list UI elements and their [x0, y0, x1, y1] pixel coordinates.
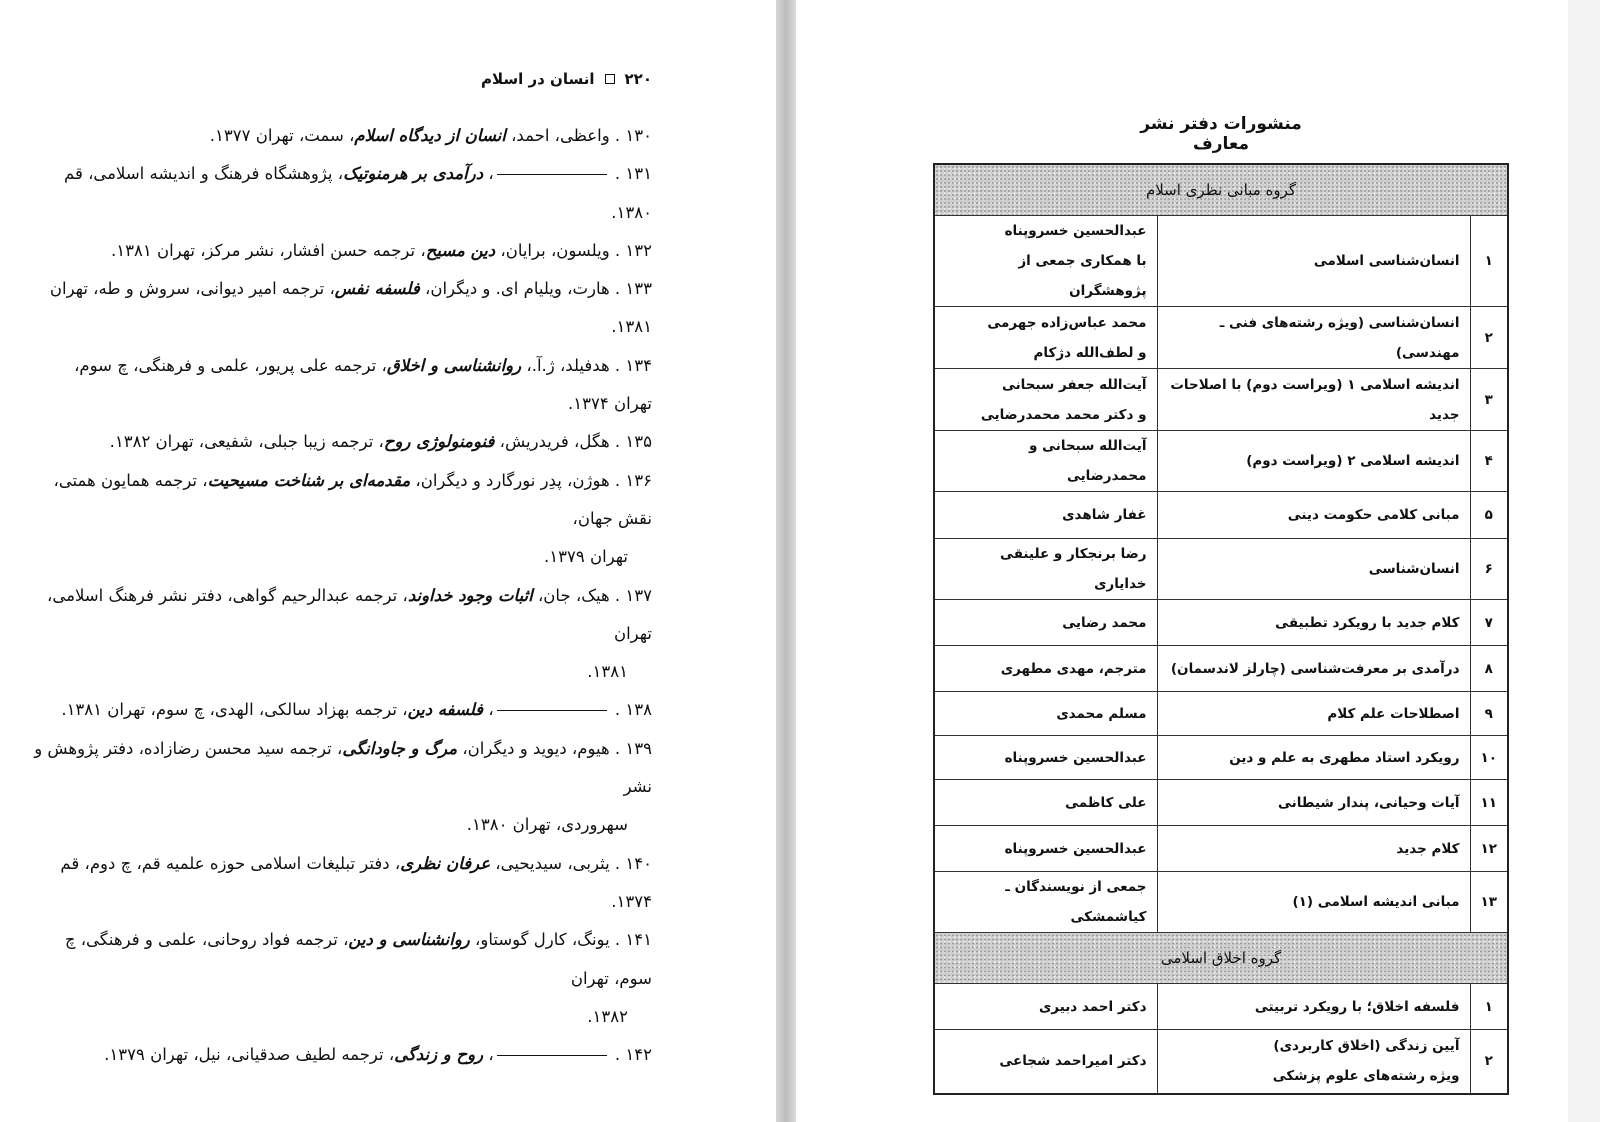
reference-title: عرفان نظری	[400, 853, 491, 873]
author-line: غفار شاهدی	[1062, 507, 1147, 523]
row-number: ۱۲	[1470, 826, 1508, 872]
book-author	[934, 600, 1157, 646]
book-title	[1157, 646, 1470, 692]
reference-text: ، ترجمه عبدالرحیم گواهی، دفتر نشر فرهنگ اسلامی، تهران	[47, 585, 652, 643]
book-title	[1157, 307, 1470, 369]
author-line: عبدالحسین خسروپناه	[1004, 749, 1147, 766]
author-line: جمعی از نویسندگان ـ کیاشمشکی	[1005, 879, 1147, 925]
reference-text: ۱۴۱ . یونگ، کارل گوستاو،	[469, 930, 652, 950]
row-number: ۶	[1470, 539, 1508, 600]
group-header: گروه مبانی نظری اسلام	[934, 164, 1508, 216]
book-title	[1157, 984, 1470, 1030]
ditto-dash	[497, 710, 607, 711]
author-line: محمد عباس‌زاده جهرمی	[987, 314, 1147, 331]
reference-text: ، ترجمه لطیف صدقیانی، نیل، تهران ۱۳۷۹.	[104, 1045, 395, 1065]
group-header: گروه اخلاق اسلامی	[934, 933, 1508, 984]
reference-text: ، ترجمه همایون همتی، نقش جهان،	[53, 470, 652, 528]
book-title	[1157, 1030, 1470, 1094]
reference-entry	[32, 1036, 652, 1074]
author-line: مسلم محمدی	[1056, 705, 1147, 722]
reference-text: ۱۴۲ .	[609, 1045, 652, 1065]
reference-text: ، پژوهشگاه فرهنگ و اندیشه اسلامی، قم ۱۳۸۰.	[63, 164, 652, 222]
reference-text: ۱۳۹ . هیوم، دیوید و دیگران،	[457, 738, 652, 758]
running-head	[481, 70, 652, 88]
reference-entry	[32, 845, 652, 922]
book-title	[1157, 736, 1470, 780]
author-line: عبدالحسین خسروپناه	[1004, 223, 1147, 239]
row-number: ۵	[1470, 492, 1508, 539]
book-author	[934, 492, 1157, 539]
table-row	[934, 307, 1508, 369]
book-title-line: فلسفه اخلاق؛ با رویکرد تربیتی	[1254, 998, 1460, 1015]
author-line: آیت‌الله جعفر سبحانی	[1001, 376, 1147, 393]
book-author	[934, 216, 1157, 307]
reference-entry	[32, 730, 652, 807]
book-author	[934, 692, 1157, 736]
page-edge	[1568, 0, 1600, 1122]
book-title-line: آیین زندگی (اخلاق کاربردی)	[1273, 1038, 1460, 1055]
book-title	[1157, 539, 1470, 600]
book-gutter	[776, 0, 796, 1122]
book-author	[934, 984, 1157, 1030]
author-line: رضا برنجکار و علینقی خدایاری	[1000, 546, 1147, 592]
book-title	[1157, 431, 1470, 492]
running-head-title: انسان در اسلام	[481, 70, 595, 88]
book-title-line: مبانی کلامی حکومت دینی	[1287, 507, 1460, 523]
reference-text: ، ترجمه بهزاد سالکی، الهدی، چ سوم، تهران ۱۳۸۱.	[61, 700, 408, 720]
group-header-row	[934, 164, 1508, 216]
reference-entry	[32, 691, 652, 729]
reference-text: ۱۳۶ . هوژن، پدِر نورگارد و دیگران،	[410, 470, 652, 490]
author-line: و دکتر محمد محمدرضایی	[980, 406, 1147, 423]
table-row	[934, 539, 1508, 600]
group-header-row	[934, 933, 1508, 984]
reference-list	[32, 117, 652, 1074]
row-number: ۴	[1470, 431, 1508, 492]
reference-title: روح و زندگی	[394, 1045, 484, 1065]
reference-text: ، ترجمه سید محسن رضازاده، دفتر پژوهش و نشر	[34, 738, 652, 797]
reference-entry	[32, 155, 652, 232]
author-line: دکتر احمد دبیری	[1038, 998, 1147, 1015]
book-title-line: انسان‌شناسی اسلامی	[1313, 253, 1460, 269]
table-row	[934, 984, 1508, 1030]
row-number: ۷	[1470, 600, 1508, 646]
book-title	[1157, 369, 1470, 431]
reference-title: مقدمه‌ای بر شناخت مسیحیت	[207, 470, 411, 490]
book-title	[1157, 826, 1470, 872]
reference-entry	[32, 921, 652, 998]
book-title-line: کلام جدید	[1396, 840, 1460, 857]
reference-continuation: ۱۳۸۱.	[587, 662, 628, 682]
row-number: ۱۳	[1470, 872, 1508, 933]
reference-text: ، ترجمه حسن افشار، نشر مرکز، تهران ۱۳۸۱.	[111, 240, 426, 260]
reference-title: مرگ و جاودانگی	[342, 738, 458, 758]
reference-entry	[32, 577, 652, 654]
book-author	[934, 736, 1157, 780]
book-title-line: اندیشه اسلامی ۱ (ویراست دوم) با اصلاحات جدید	[1170, 376, 1460, 423]
book-title	[1157, 600, 1470, 646]
reference-title: انسان از دیدگاه اسلام	[354, 126, 506, 145]
table-row	[934, 736, 1508, 780]
author-line: با همکاری جمعی از پژوهشگران	[1018, 253, 1147, 299]
reference-text: ، ترجمه علی پریور، علمی و فرهنگی، چ سوم، تهران ۱۳۷۴.	[74, 355, 652, 414]
square-bullet-icon	[605, 74, 615, 84]
row-number: ۹	[1470, 692, 1508, 736]
reference-entry	[32, 462, 652, 539]
table-row	[934, 431, 1508, 492]
reference-title: روانشناسی و اخلاق	[386, 355, 522, 375]
author-line: آیت‌الله سبحانی و محمدرضایی	[1029, 438, 1147, 484]
reference-text: ۱۳۰ . واعظی، احمد،	[505, 126, 652, 145]
row-number: ۱۱	[1470, 780, 1508, 826]
book-title	[1157, 780, 1470, 826]
publications-title: منشورات دفتر نشر معارف	[1140, 114, 1302, 154]
reference-text: ۱۳۲ . ویلسون، برایان،	[495, 240, 652, 260]
reference-text: ،	[483, 164, 494, 184]
book-author	[934, 872, 1157, 933]
reference-title: فلسفه نفس	[334, 279, 420, 299]
row-number: ۲	[1470, 1030, 1508, 1094]
author-line: علی کاظمی	[1065, 794, 1147, 811]
book-title-line: مبانی اندیشه اسلامی (۱)	[1292, 894, 1460, 910]
reference-title: اثبات وجود خداوند	[407, 585, 533, 605]
reference-title: روانشناسی و دین	[348, 930, 470, 950]
book-author	[934, 369, 1157, 431]
reference-entry	[32, 423, 652, 461]
row-number: ۲	[1470, 307, 1508, 369]
book-author	[934, 826, 1157, 872]
book-author	[934, 1030, 1157, 1094]
reference-text: ،	[483, 700, 494, 720]
reference-title: فلسفه دین	[407, 700, 484, 720]
reference-text: ، ترجمه زیبا جبلی، شفیعی، تهران ۱۳۸۲.	[109, 432, 384, 452]
table-row	[934, 369, 1508, 431]
author-line: دکتر امیراحمد شجاعی	[999, 1053, 1147, 1070]
book-title-line: درآمدی بر معرفت‌شناسی (چارلز لاندسمان)	[1170, 660, 1460, 677]
reference-text: ۱۳۸ .	[609, 700, 652, 720]
book-title	[1157, 492, 1470, 539]
reference-title: فنومنولوژی روح	[383, 432, 495, 452]
book-title	[1157, 872, 1470, 933]
book-author	[934, 431, 1157, 492]
author-line: محمد رضایی	[1062, 614, 1147, 631]
author-line: و لطف‌الله دژکام	[1033, 344, 1147, 361]
book-title-line: انسان‌شناسی (ویژه رشته‌های فنی ـ مهندسی)	[1219, 314, 1460, 361]
table-row	[934, 1030, 1508, 1094]
book-author	[934, 780, 1157, 826]
author-line: مترجم، مهدی مطهری	[1000, 660, 1147, 677]
reference-text: ، سمت، تهران ۱۳۷۷.	[209, 126, 355, 145]
reference-continuation: سهروردی، تهران ۱۳۸۰.	[466, 815, 628, 835]
reference-title: درآمدی بر هرمنوتیک	[343, 164, 484, 184]
book-title-line: آیات وحیانی، پندار شیطانی	[1278, 794, 1460, 811]
row-number: ۱	[1470, 984, 1508, 1030]
reference-text: ۱۳۴ . هدفیلد، ژ.آ.،	[521, 355, 652, 375]
reference-text: ، ترجمه امیر دیوانی، سروش و طه، تهران ۱۳۸۱.	[49, 279, 652, 337]
reference-text: ۱۳۱ .	[609, 164, 652, 184]
reference-text: ،	[483, 1045, 494, 1065]
reference-continuation: تهران ۱۳۷۹.	[544, 547, 628, 567]
reference-text: ۱۳۷ . هیک، جان،	[532, 585, 652, 605]
book-author	[934, 539, 1157, 600]
reference-entry	[32, 270, 652, 347]
publications-table	[933, 163, 1509, 1095]
page-number: ۲۲۰	[624, 70, 652, 88]
row-number: ۱	[1470, 216, 1508, 307]
row-number: ۳	[1470, 369, 1508, 431]
ditto-dash	[497, 174, 607, 175]
table-row	[934, 492, 1508, 539]
right-page	[796, 0, 1568, 1122]
book-title	[1157, 216, 1470, 307]
reference-text: ۱۳۵ . هگل، فریدریش،	[494, 432, 652, 452]
table-row	[934, 216, 1508, 307]
table-row	[934, 692, 1508, 736]
book-title-line: اصطلاحات علم کلام	[1327, 705, 1460, 722]
reference-text: ۱۳۳ . هارت، ویلیام ای. و دیگران،	[419, 279, 652, 299]
reference-text: ، ترجمه فواد روحانی، علمی و فرهنگی، چ سوم، تهران	[64, 930, 652, 988]
book-title	[1157, 692, 1470, 736]
reference-entry	[32, 117, 652, 155]
book-title-line: کلام جدید با رویکرد تطبیقی	[1275, 614, 1460, 631]
book-title-line: اندیشه اسلامی ۲ (ویراست دوم)	[1246, 453, 1460, 469]
reference-text: ۱۴۰ . یثربی، سیدیحیی،	[490, 853, 652, 873]
left-page	[0, 0, 776, 1122]
table-row	[934, 600, 1508, 646]
book-author	[934, 646, 1157, 692]
row-number: ۱۰	[1470, 736, 1508, 780]
reference-text: ، دفتر تبلیغات اسلامی حوزه علمیه قم، چ دوم، قم ۱۳۷۴.	[60, 853, 652, 911]
reference-entry	[32, 232, 652, 270]
reference-title: دین مسیح	[425, 240, 496, 260]
book-author	[934, 307, 1157, 369]
author-line: عبدالحسین خسروپناه	[1004, 840, 1147, 857]
ditto-dash	[497, 1055, 607, 1056]
reference-continuation: ۱۳۸۲.	[587, 1006, 628, 1026]
reference-entry	[32, 347, 652, 424]
table-row	[934, 780, 1508, 826]
table-row	[934, 646, 1508, 692]
row-number: ۸	[1470, 646, 1508, 692]
table-row	[934, 872, 1508, 933]
book-title-line: ویژه رشته‌های علوم پزشکی	[1272, 1068, 1460, 1085]
table-row	[934, 826, 1508, 872]
book-title-line: رویکرد استاد مطهری به علم و دین	[1229, 749, 1460, 766]
book-title-line: انسان‌شناسی	[1368, 561, 1460, 577]
